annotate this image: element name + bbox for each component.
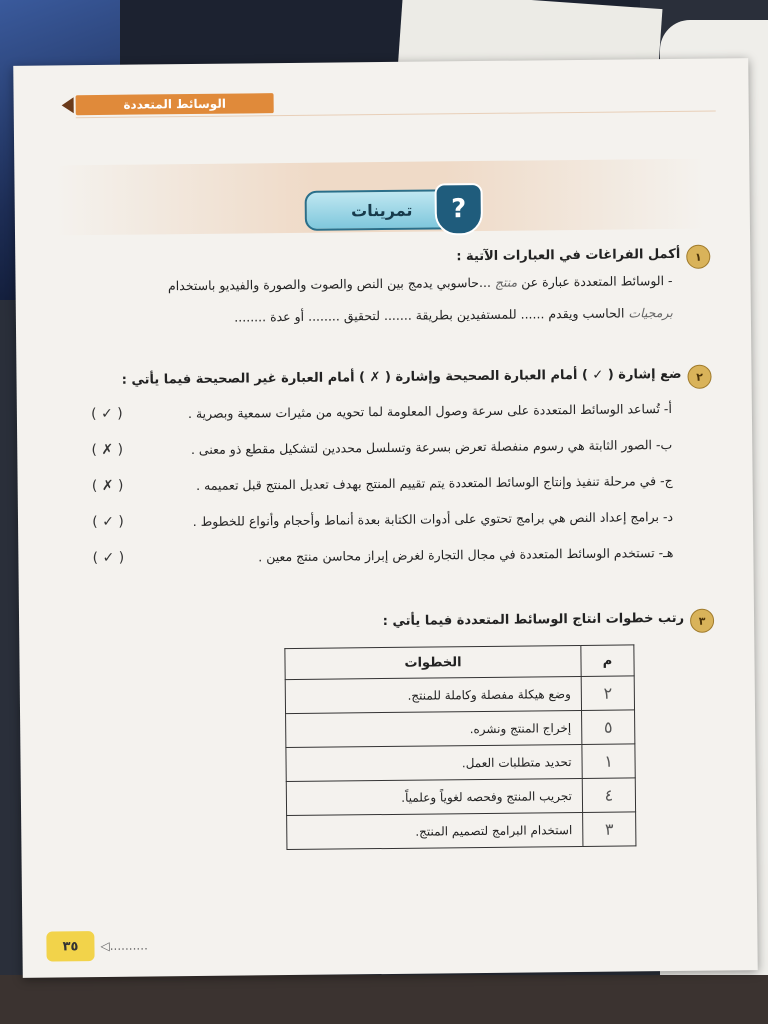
- table-row: [286, 744, 635, 782]
- table-row: [285, 676, 634, 714]
- answer-mark: ( ✓ ): [91, 405, 123, 423]
- table-row: [287, 812, 636, 850]
- step-order: ١: [582, 744, 635, 779]
- question-2-title: ضع إشارة ( ✓ ) أمام العبارة الصحيحة وإشارة ( ✗ ) أمام العبارة غير الصحيحة فيما يأتي :: [121, 366, 682, 388]
- footer-dots: ◁..........: [100, 938, 148, 954]
- section-header: الوسائط المتعددة: [76, 93, 274, 115]
- table-row: [286, 778, 635, 816]
- answer-mark: ( ✗ ): [91, 441, 124, 459]
- question-3-title: رتب خطوات انتاج الوسائط المتعددة فيما يأتي :: [382, 610, 685, 630]
- section-arrow-icon: [62, 97, 74, 113]
- statement-row: د- برامج إعداد النص هي برامج تحتوي على أدوات الكتابة بعدة أنماط وأحجام وأنواع للخطوط . ( ✓ ): [78, 505, 673, 533]
- question-1-title: أكمل الفراغات في العبارات الآتية :: [456, 246, 681, 265]
- answer-mark: ( ✓ ): [92, 549, 125, 567]
- exercises-title: تمرينات: [305, 189, 459, 231]
- step-order: ٥: [582, 710, 635, 745]
- step-text: تحديد متطلبات العمل.: [286, 744, 582, 781]
- handwritten-answer: برمجيات: [628, 304, 673, 321]
- step-text: استخدام البرامج لتصميم المنتج.: [287, 812, 583, 849]
- question-shield-icon: ?: [434, 183, 483, 235]
- table-header-row: [285, 645, 634, 680]
- answer-mark: ( ✗ ): [91, 477, 124, 495]
- statement-row: هـ- تستخدم الوسائط المتعددة في مجال التجارة لغرض إبراز محاسن منتج معين . ( ✓ ): [78, 541, 673, 569]
- question-1-line-2: برمجيات الحاسب ويقدم ...... للمستفيدين بطريقة ....... لتحقيق ........ أو عدة ........: [234, 304, 673, 325]
- step-order: ٢: [581, 676, 634, 711]
- background-floor: [0, 975, 768, 1024]
- question-1-number: ١: [686, 245, 710, 269]
- step-text: وضع هيكلة مفصلة وكاملة للمنتج.: [285, 676, 581, 713]
- column-number-header: م: [581, 645, 634, 677]
- handwritten-answer: منتج: [494, 274, 518, 290]
- question-3-number: ٣: [690, 609, 714, 633]
- step-text: تجريب المنتج وفحصه لغوياً وعلمياً.: [286, 778, 582, 815]
- steps-table: [284, 644, 636, 850]
- statement-row: ب- الصور الثابتة هي رسوم منفصلة تعرض بسرعة وتسلسل محددين لتشكيل مقطع ذو معنى . ( ✗ ): [77, 433, 672, 461]
- page-number: ٣٥: [46, 931, 94, 962]
- step-text: إخراج المنتج ونشره.: [286, 710, 582, 747]
- answer-mark: ( ✓ ): [92, 513, 124, 531]
- question-2-number: ٢: [687, 365, 711, 389]
- statement-row: ج- في مرحلة تنفيذ وإنتاج الوسائط المتعددة يتم تقييم المنتج بهدف تعديل المنتج قبل تعميمه . ( ✗ ): [78, 469, 673, 497]
- question-1-line-1: - الوسائط المتعددة عبارة عن منتج ...حاسوبي يدمج بين النص والصوت والصورة والفيديو باستخدام: [167, 272, 673, 294]
- textbook-page: [13, 58, 758, 978]
- step-order: ٣: [583, 812, 636, 847]
- step-order: ٤: [582, 778, 635, 813]
- column-steps-header: الخطوات: [285, 645, 581, 679]
- table-row: [286, 710, 635, 748]
- statement-row: أ- تُساعد الوسائط المتعددة على سرعة وصول المعلومة لما تحويه من مثيرات سمعية وبصرية . ( ✓ ): [77, 397, 672, 425]
